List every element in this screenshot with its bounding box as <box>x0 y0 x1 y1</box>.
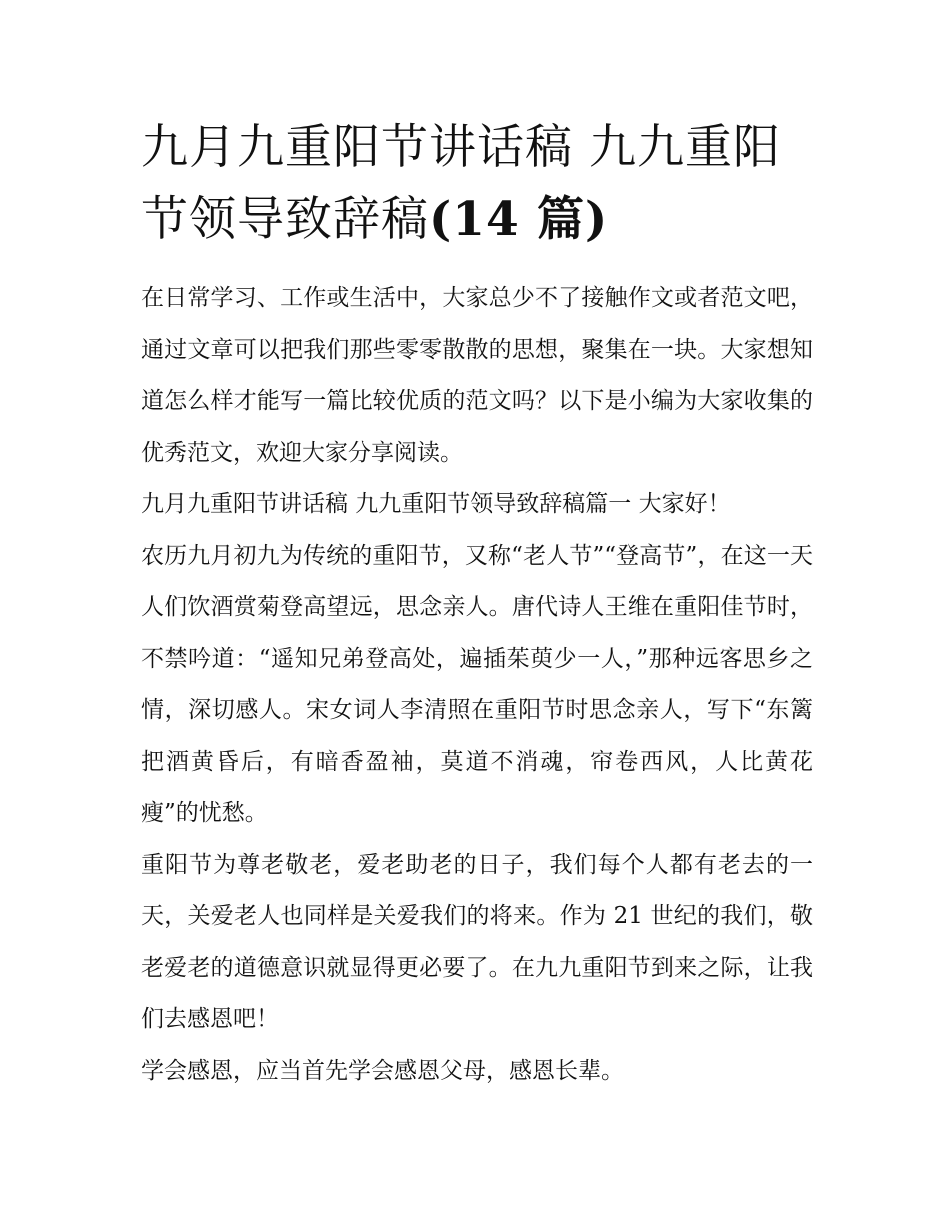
document-content <box>141 112 813 1097</box>
section-heading-paragraph: 九月九重阳节讲话稿 九九重阳节领导致辞稿篇一 大家好！ <box>141 491 731 517</box>
title-line-1: 九月九重阳节讲话稿 九九重阳 <box>141 120 781 175</box>
document-title <box>141 112 813 256</box>
body-paragraph: 学会感恩，应当首先学会感恩父母，感恩长辈。 <box>141 1057 624 1084</box>
body-paragraph: 重阳节为尊老敬老，爱老助老的日子，我们每个人都有老去的一天，关爱老人也同样是关爱我们的将来。作为 21 世纪的我们，敬老爱老的道德意识就显得更必要了。在九九重阳节到来之际，让我们去感恩吧！ <box>141 851 813 1032</box>
title-line-2: 节领导致辞稿 <box>141 192 429 247</box>
intro-paragraph: 在日常学习、工作或生活中，大家总少不了接触作文或者范文吧，通过文章可以把我们那些零零散散的思想，聚集在一块。大家想知道怎么样才能写一篇比较优质的范文吗？以下是小编为大家收集的优秀范文，欢迎大家分享阅读。 <box>141 285 813 466</box>
title-count: (14 篇) <box>429 192 609 247</box>
body-paragraph: 农历九月初九为传统的重阳节，又称“老人节”“登高节”，在这一天人们饮酒赏菊登高望远，思念亲人。唐代诗人王维在重阳佳节时，不禁吟道：“遥知兄弟登高处，遍插茱萸少一人，”那种远客思乡之情，深切感人。宋女词人李清照在重阳节时思念亲人，写下“东篱把酒黄昏后，有暗香盈袖，莫道不消魂，帘卷西风，人比黄花瘦”的忧愁。 <box>141 542 813 826</box>
document-body <box>141 273 813 1097</box>
